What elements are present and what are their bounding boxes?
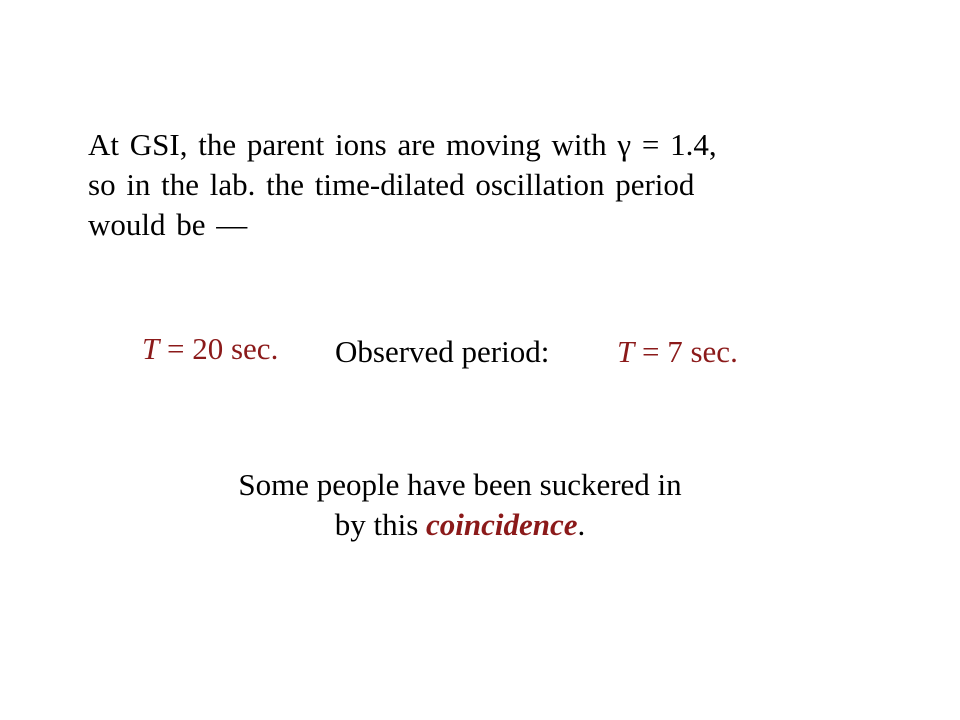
predicted-period-value: = 20 sec. <box>159 331 279 366</box>
predicted-period-variable: T <box>142 331 160 366</box>
conclusion-line-2-prefix: by this <box>334 507 427 542</box>
intro-line-2: so in the lab. the time-dilated oscillation period <box>88 167 695 202</box>
intro-paragraph <box>88 125 848 245</box>
observed-period-variable: T <box>617 334 635 369</box>
conclusion-line-2-suffix: . <box>577 507 586 542</box>
conclusion-line-2 <box>180 505 740 545</box>
conclusion-line-1: Some people have been suckered in <box>238 467 682 502</box>
intro-line-1 <box>88 125 848 165</box>
observed-period-label: Observed period: <box>335 334 550 369</box>
observed-period-value: = 7 sec. <box>634 334 738 369</box>
coincidence-emphasis: coincidence <box>426 507 578 542</box>
intro-line-3: would be — <box>88 207 248 242</box>
conclusion-paragraph <box>180 465 740 545</box>
intro-line-1-suffix: = 1.4, <box>631 127 717 162</box>
gamma-symbol: γ <box>617 127 632 162</box>
intro-line-1-prefix: At GSI, the parent ions are moving with <box>88 127 618 162</box>
predicted-period <box>142 331 278 367</box>
observed-period <box>617 334 738 370</box>
